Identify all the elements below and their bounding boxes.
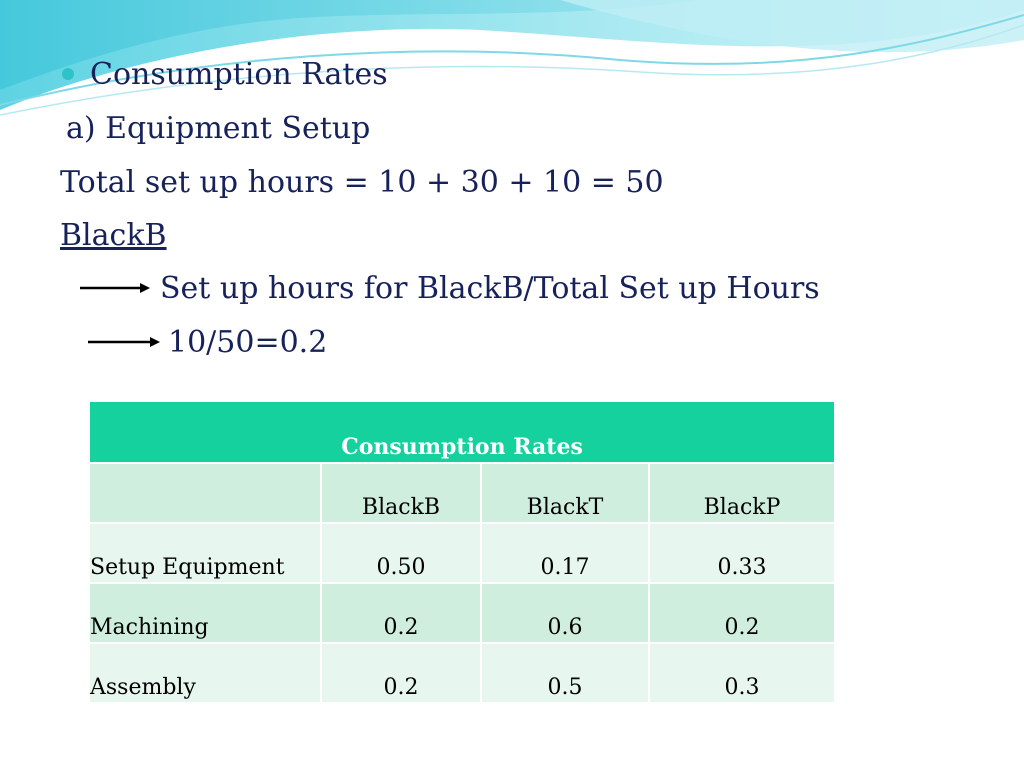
subheading: a) Equipment Setup bbox=[66, 111, 371, 146]
table-cell: 0.2 bbox=[321, 643, 481, 703]
arrow-right-icon bbox=[88, 334, 162, 350]
table-row bbox=[89, 643, 835, 703]
table-cell: 0.50 bbox=[321, 523, 481, 583]
table-cell: 0.2 bbox=[321, 583, 481, 643]
column-header: BlackT bbox=[481, 463, 649, 523]
table-row bbox=[89, 523, 835, 583]
arrow-right-icon bbox=[80, 280, 152, 296]
result-line: 10/50=0.2 bbox=[168, 325, 328, 360]
column-header: BlackB bbox=[321, 463, 481, 523]
table-cell: 0.2 bbox=[649, 583, 835, 643]
formula-line: Set up hours for BlackB/Total Set up Hours bbox=[160, 271, 820, 306]
bullet-title: Consumption Rates bbox=[90, 57, 388, 92]
total-setup-line: Total set up hours = 10 + 30 + 10 = 50 bbox=[60, 165, 664, 200]
table-row bbox=[89, 583, 835, 643]
table-cell: 0.6 bbox=[481, 583, 649, 643]
row-label: Assembly bbox=[89, 643, 321, 703]
row-label: Machining bbox=[89, 583, 321, 643]
table-title: Consumption Rates bbox=[89, 401, 835, 463]
consumption-rates-table bbox=[88, 400, 836, 704]
column-header bbox=[89, 463, 321, 523]
table-cell: 0.3 bbox=[649, 643, 835, 703]
product-label: BlackB bbox=[60, 218, 167, 253]
table-cell: 0.17 bbox=[481, 523, 649, 583]
table-header-row bbox=[89, 463, 835, 523]
table-cell: 0.33 bbox=[649, 523, 835, 583]
table-cell: 0.5 bbox=[481, 643, 649, 703]
row-label: Setup Equipment bbox=[89, 523, 321, 583]
bullet-icon bbox=[62, 68, 74, 80]
column-header: BlackP bbox=[649, 463, 835, 523]
